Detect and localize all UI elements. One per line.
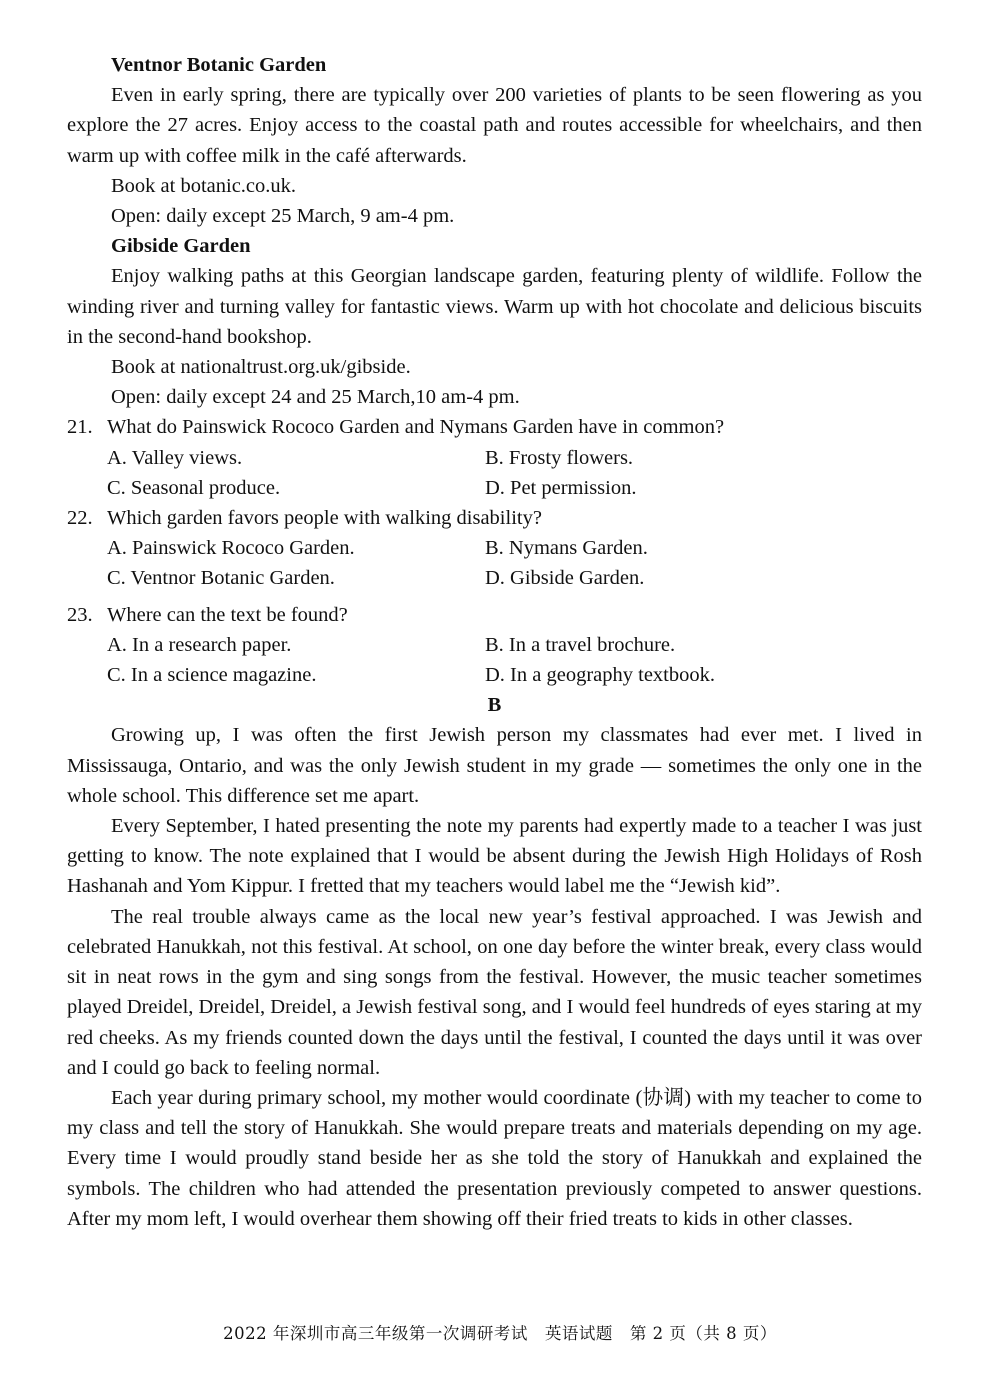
ventnor-body: Even in early spring, there are typically over 200 varieties of plants to be seen flowering as you explore the 27 acres. Enjoy access to the coastal path and routes accessible for wheelchairs, and then warm up with coffee milk in the café afterwards.: [67, 84, 922, 167]
passage-b-paragraph: Every September, I hated presenting the note my parents had expertly made to a teacher I was just getting to know. The note explained that I would be absent during the Jewish High Holidays of Rosh Hashanah and Yom Kippur. I fretted that my teachers would label me the “Jewish kid”.: [67, 815, 922, 898]
passage-b-paragraph: The real trouble always came as the local new year’s festival approached. I was Jewish and celebrated Hanukkah, not this festival. At school, on one day before the winter break, every class would sit in neat rows in the gym and sing songs from the festival. However, the music teacher sometimes played Dreidel, Dreidel, Dreidel, a Jewish festival song, and I would feel hundreds of eyes staring at my red cheeks. As my friends counted down the days until the festival, I counted the days until it was over and I could go back to feeling normal.: [67, 905, 922, 1079]
option-a: A. In a research paper.: [107, 633, 292, 656]
question-22: [67, 503, 922, 594]
option-c: C. In a science magazine.: [107, 664, 317, 687]
option-a: A. Valley views.: [107, 446, 243, 469]
question-number: 21.: [67, 416, 93, 439]
question-text: What do Painswick Rococo Garden and Nymans Garden have in common?: [107, 416, 725, 439]
gibside-book: Book at nationaltrust.org.uk/gibside.: [111, 356, 411, 379]
gibside-body: Enjoy walking paths at this Georgian landscape garden, featuring plenty of wildlife. Follow the winding river and turning valley for fantastic views. Warm up with hot chocolate and delicious biscuits in the second-hand bookshop.: [67, 265, 922, 348]
passage-b-paragraph: Each year during primary school, my mother would coordinate (协调) with my teacher to come to my class and tell the story of Hanukkah. She would prepare treats and materials depending on my age. Every time I would proudly stand beside her as she told the story of Hanukkah and explained the symbols. The children who had attended the presentation previously competed to answer questions. After my mom left, I would overhear them showing off their fried treats to kids in other classes.: [67, 1086, 922, 1230]
option-b: B. In a travel brochure.: [485, 633, 676, 656]
passage-b-letter: B: [487, 694, 502, 717]
question-number: 22.: [67, 507, 93, 530]
question-text: Which garden favors people with walking disability?: [107, 507, 542, 530]
option-c: C. Ventnor Botanic Garden.: [107, 567, 335, 590]
page-footer: 2022 年深圳市高三年级第一次调研考试 英语试题 第 2 页（共 8 页）: [223, 1324, 777, 1343]
option-d: D. Pet permission.: [485, 476, 637, 499]
gibside-open: Open: daily except 24 and 25 March,10 am-4 pm.: [111, 386, 520, 409]
ventnor-book: Book at botanic.co.uk.: [111, 174, 297, 197]
option-b: B. Nymans Garden.: [485, 537, 648, 560]
passage-b-paragraph: Growing up, I was often the first Jewish person my classmates had ever met. I lived in Mississauga, Ontario, and was the only Jewish student in my grade — sometimes the only one in the whole school. This difference set me apart.: [67, 724, 922, 807]
ventnor-title: Ventnor Botanic Garden: [111, 54, 327, 76]
option-d: D. Gibside Garden.: [485, 567, 645, 590]
page-content: [67, 50, 922, 1234]
option-d: D. In a geography textbook.: [485, 664, 715, 687]
ventnor-open: Open: daily except 25 March, 9 am-4 pm.: [111, 205, 455, 228]
option-b: B. Frosty flowers.: [485, 446, 634, 469]
gibside-title: Gibside Garden: [111, 235, 251, 258]
question-23: [67, 600, 922, 691]
question-text: Where can the text be found?: [107, 603, 348, 626]
option-c: C. Seasonal produce.: [107, 476, 281, 499]
question-number: 23.: [67, 603, 93, 626]
option-a: A. Painswick Rococo Garden.: [107, 537, 355, 560]
question-21: [67, 412, 922, 503]
